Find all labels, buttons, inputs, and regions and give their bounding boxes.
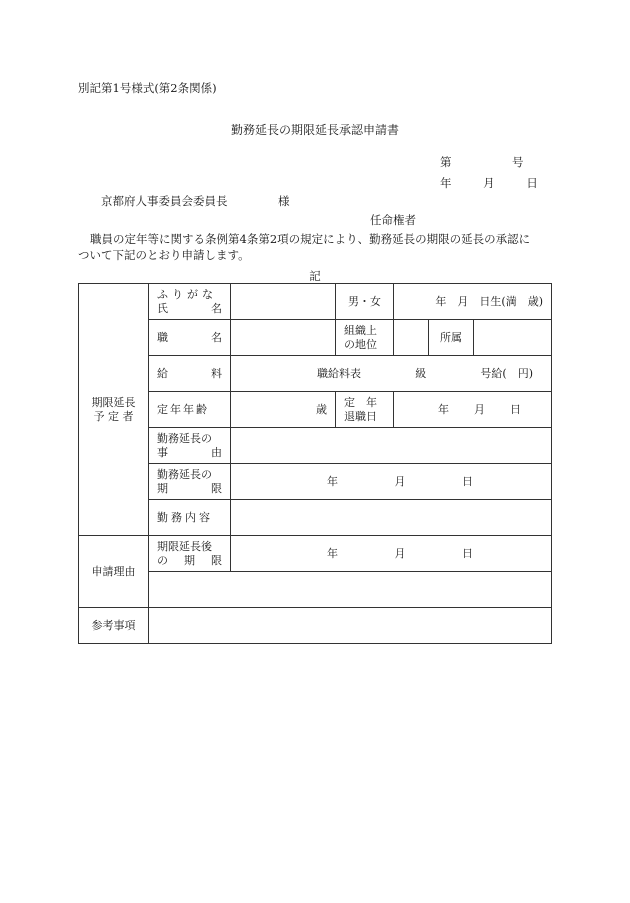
label-retire-age: 定年年齢	[149, 392, 231, 428]
label-after-ext	[149, 536, 231, 572]
ext-period-day: 日	[462, 474, 473, 488]
addressee: 京都府人事委員会委員長	[101, 194, 228, 208]
date-year: 年	[440, 176, 452, 190]
date-month: 月	[483, 176, 495, 190]
label-after-ext-line2b: 期	[184, 553, 195, 567]
salary-scale: 職給料表	[317, 366, 361, 380]
input-retire-age[interactable]	[231, 392, 336, 428]
body-text-line-2: ついて下記のとおり申請します。	[78, 248, 250, 262]
label-after-ext-line2a: の	[157, 553, 168, 567]
label-org-position-line2: の地位	[344, 337, 377, 351]
body-text-line-1: 職員の定年等に関する条例第4条第2項の規定により、勤務延長の期限の延長の承認に	[90, 232, 531, 246]
date-day: 日	[526, 176, 538, 190]
label-ext-reason-line2b: 由	[211, 445, 222, 459]
input-remarks[interactable]	[149, 608, 552, 644]
label-org-position-line1: 組織上	[344, 323, 377, 337]
retire-date-day: 日	[510, 402, 521, 416]
label-duties: 勤務内容	[149, 500, 231, 536]
label-ext-reason-line2a: 事	[157, 445, 168, 459]
label-post-left: 職	[157, 330, 168, 344]
label-post-right: 名	[211, 330, 222, 344]
label-ext-reason	[149, 428, 231, 464]
label-post	[149, 320, 231, 356]
label-org-position	[336, 320, 394, 356]
label-ext-reason-line1: 勤務延長の	[157, 431, 212, 445]
retire-date-month: 月	[474, 402, 485, 416]
label-salary-right: 料	[211, 366, 222, 380]
salary-step: 号給( 円)	[480, 366, 533, 380]
input-affiliation[interactable]	[474, 320, 552, 356]
input-org-position[interactable]	[394, 320, 429, 356]
label-name	[149, 284, 231, 320]
input-retire-date[interactable]	[394, 392, 552, 428]
age-unit: 歳	[316, 402, 327, 416]
label-retire-date	[336, 392, 394, 428]
input-salary[interactable]	[231, 356, 552, 392]
input-duties[interactable]	[231, 500, 552, 536]
label-furigana: ふりがな	[157, 287, 217, 301]
after-ext-month: 月	[394, 546, 406, 560]
ext-period-year: 年	[327, 474, 338, 488]
retire-date-year: 年	[438, 402, 449, 416]
label-ext-period	[149, 464, 231, 500]
document-title: 勤務延長の期限延長承認申請書	[230, 123, 399, 137]
label-affiliation: 所属	[429, 320, 474, 356]
input-ext-period[interactable]	[231, 464, 552, 500]
label-ext-period-line2a: 期	[157, 481, 168, 495]
ext-period-month: 月	[394, 474, 406, 488]
section-person-line2: 予 定 者	[93, 409, 134, 423]
input-name[interactable]	[231, 284, 336, 320]
ki-marker: 記	[309, 269, 321, 283]
input-reason[interactable]	[149, 572, 552, 608]
number-suffix: 号	[512, 155, 524, 169]
input-after-ext[interactable]	[231, 536, 552, 572]
label-after-ext-line2c: 限	[211, 553, 222, 567]
birth-date[interactable]: 年 月 日生(満 歳)	[394, 284, 552, 320]
after-ext-year: 年	[327, 546, 338, 560]
number-prefix: 第	[440, 155, 452, 169]
form-label: 別記第1号様式(第2条関係)	[78, 81, 217, 95]
label-retire-date-line1: 定 年	[344, 395, 377, 409]
input-post[interactable]	[231, 320, 336, 356]
section-person-line1: 期限延長	[91, 395, 136, 409]
date-line	[440, 175, 538, 191]
gender[interactable]: 男・女	[336, 284, 394, 320]
label-after-ext-line1: 期限延長後	[157, 539, 212, 553]
section-person	[79, 284, 149, 536]
application-form-table	[78, 283, 552, 644]
input-ext-reason[interactable]	[231, 428, 552, 464]
appointer: 任命権者	[370, 213, 416, 227]
after-ext-day: 日	[462, 546, 473, 560]
label-ext-period-line1: 勤務延長の	[157, 467, 212, 481]
label-remarks: 参考事項	[79, 608, 149, 644]
label-name-right: 名	[211, 301, 222, 315]
label-salary	[149, 356, 231, 392]
label-retire-date-line2: 退職日	[344, 409, 377, 423]
label-salary-left: 給	[157, 366, 168, 380]
salary-grade: 級	[415, 366, 427, 380]
label-ext-period-line2b: 限	[211, 481, 222, 495]
label-name-left: 氏	[157, 301, 168, 315]
label-reason: 申請理由	[79, 536, 149, 608]
honorific: 様	[278, 194, 290, 208]
